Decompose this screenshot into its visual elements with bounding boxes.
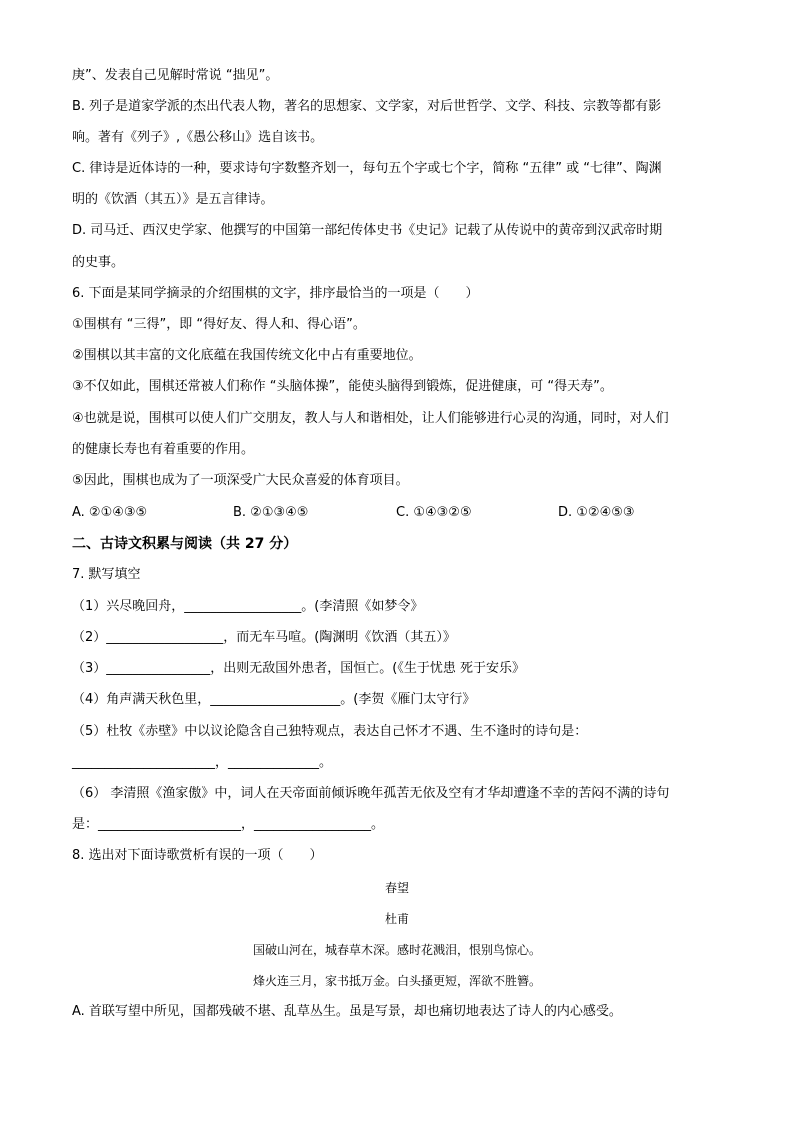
text-line: 的健康长寿也有着重要的作用。 <box>72 442 255 457</box>
sentence-1: ①围棋有 “三得”，即 “得好友、得人和、得心语”。 <box>72 317 366 332</box>
poem-author: 杜甫 <box>384 912 409 926</box>
q8-option-a: A. 首联写望中所见，国都残破不堪、乱草丛生。虽是写景，却也痛切地表达了诗人的内心感受。 <box>72 1004 622 1019</box>
q6-option-b[interactable]: B. ②①③④⑤ <box>233 505 309 520</box>
q7-item-2: （2）__________________，而无车马喧。(陶渊明《饮酒（其五）》 <box>72 630 456 645</box>
option-c-line: C. 律诗是近体诗的一种，要求诗句字数整齐划一，每句五个字或七个字，简称 “五律” 或 “七律”、陶渊 <box>72 161 662 176</box>
q7-item-6: （6） 李清照《渔家傲》中，词人在天帝面前倾诉晚年孤苦无依及空有才华却遭逢不幸的苦闷不满的诗句 <box>72 786 670 801</box>
question-6: 6. 下面是某同学摘录的介绍围棋的文字，排序最恰当的一项是（ ） <box>72 286 479 301</box>
option-b-line: B. 列子是道家学派的杰出代表人物，著名的思想家、文学家，对后世哲学、文学、科技、宗教等都有影 <box>72 99 662 114</box>
q7-item-1: （1）兴尽晚回舟，__________________。(李清照《如梦令》 <box>72 599 424 614</box>
q7-item-5: （5）杜牧《赤壁》中以议论隐含自己独特观点，表达自己怀才不遇、生不逢时的诗句是： <box>72 724 588 739</box>
q6-option-c[interactable]: C. ①④③②⑤ <box>396 505 472 520</box>
sentence-5: ⑤因此，围棋也成为了一项深受广大民众喜爱的体育项目。 <box>72 473 409 488</box>
sentence-2: ②围棋以其丰富的文化底蕴在我国传统文化中占有重要地位。 <box>72 348 422 363</box>
question-8: 8. 选出对下面诗歌赏析有误的一项（ ） <box>72 848 323 863</box>
poem-title: 春望 <box>384 881 409 895</box>
section-title: 二、古诗文积累与阅读（共 27 分） <box>72 536 298 552</box>
q6-option-a[interactable]: A. ②①④③⑤ <box>72 505 148 520</box>
text-line: 响。著有《列子》,《愚公移山》选自该书。 <box>72 130 324 145</box>
q7-item-6-blanks: 是：______________________，__________________。 <box>72 817 385 832</box>
q7-item-4: （4）角声满天秋色里，____________________。(李贺《雁门太守行》 <box>72 692 476 707</box>
option-d-line: D. 司马迁、西汉史学家、他撰写的中国第一部纪传体史书《史记》记载了从传说中的黄帝到汉武帝时期 <box>72 223 663 238</box>
poem-line-2: 烽火连三月，家书抵万金。白头搔更短，浑欲不胜簪。 <box>252 974 541 988</box>
q7-item-5-blanks: ______________________，______________。 <box>72 755 333 770</box>
sentence-3: ③不仅如此，围棋还常被人们称作 “头脑体操”，能使头脑得到锻炼，促进健康，可 “得天寿”。 <box>72 379 613 394</box>
question-7: 7. 默写填空 <box>72 567 141 582</box>
text-line: 庚”、发表自己见解时常说 “拙见”。 <box>72 68 279 83</box>
sentence-4: ④也就是说，围棋可以使人们广交朋友，教人与人和谐相处，让人们能够进行心灵的沟通，同时，对人们 <box>72 411 669 426</box>
q7-item-3: （3）________________，出则无敌国外患者，国恒亡。(《生于忧患 死于安乐》 <box>72 661 525 676</box>
text-line: 的史事。 <box>72 255 125 270</box>
text-line: 明的《饮酒（其五）》是五言律诗。 <box>72 192 274 207</box>
poem-line-1: 国破山河在，城春草木深。感时花溅泪，恨别鸟惊心。 <box>252 943 541 957</box>
q6-option-d[interactable]: D. ①②④⑤③ <box>558 505 635 520</box>
